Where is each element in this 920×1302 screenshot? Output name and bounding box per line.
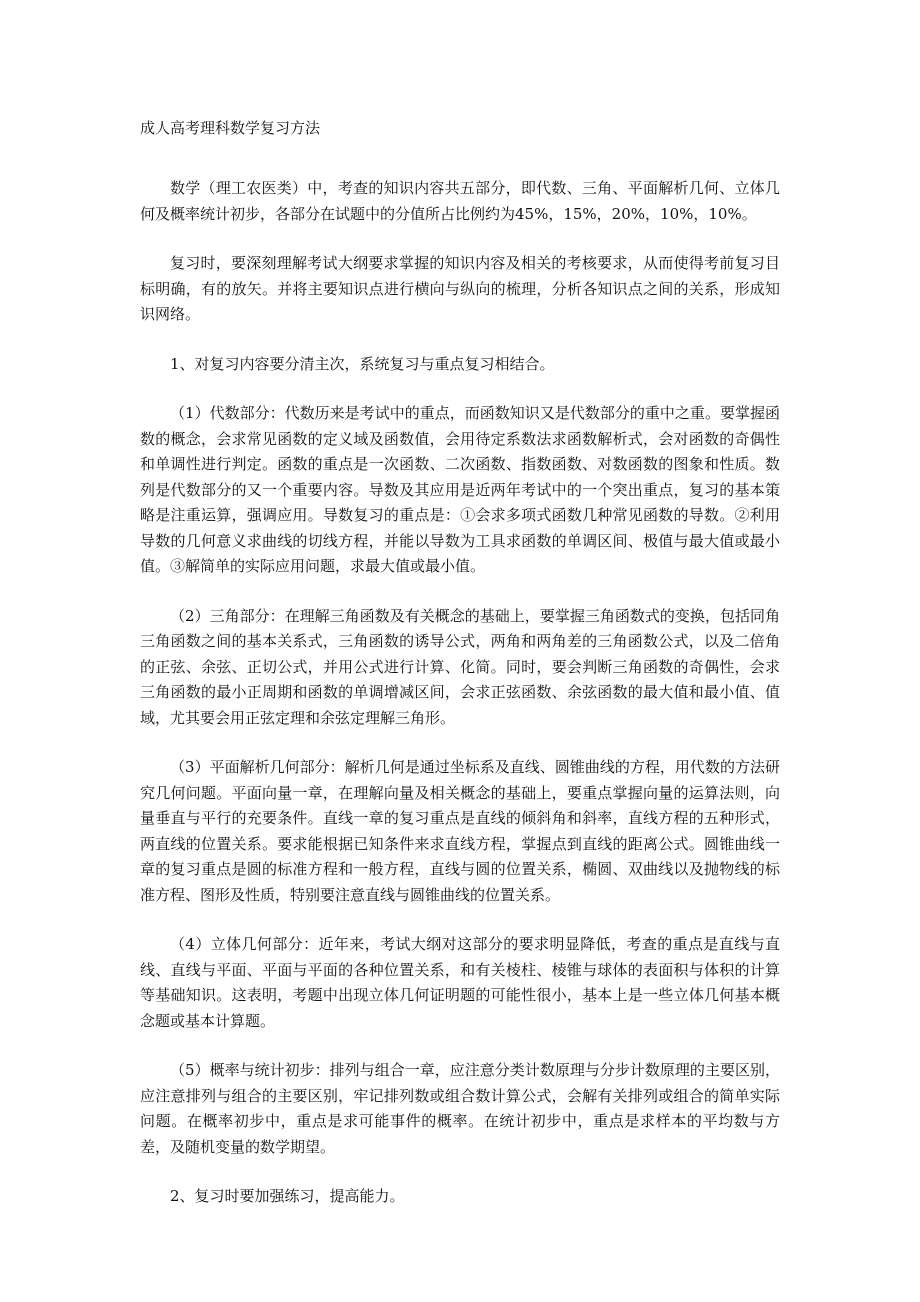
spacer xyxy=(140,140,780,176)
paragraph-intro: 数学（理工农医类）中，考查的知识内容共五部分，即代数、三角、平面解析几何、立体几何及概率统计初步，各部分在试题中的分值所占比例约为45%，15%，20%，10%，10%。 xyxy=(140,179,780,223)
spacer xyxy=(140,227,780,251)
spacer xyxy=(140,328,780,352)
paragraph-review-overview: 复习时，要深刻理解考试大纲要求掌握的知识内容及相关的考核要求，从而使得考前复习目标明确，有的放矢。并将主要知识点进行横向与纵向的梳理，分析各知识点之间的关系，形成知识网络。 xyxy=(140,254,780,323)
paragraph-trigonometry: （2）三角部分：在理解三角函数及有关概念的基础上，要掌握三角函数式的变换，包括同角三角函数之间的基本关系式，三角函数的诱导公式，两角和两角差的三角函数公式，以及二倍角的正弦、余弦、正切公式，并用公式进行计算、化简。同时，要会判断三角函数的奇偶性，会求三角函数的最小正周期和函数的单调增减区间，会求正弦函数、余弦函数的最大值和最小值、值域，尤其要会用正弦定理和余弦定理解三角形。 xyxy=(140,606,780,727)
document-page xyxy=(140,116,780,1210)
section-heading-1: 1、对复习内容要分清主次，系统复习与重点复习相结合。 xyxy=(170,354,555,373)
spacer xyxy=(140,1160,780,1184)
document-title: 成人高考理科数学复习方法 xyxy=(140,119,321,137)
spacer xyxy=(140,731,780,755)
spacer xyxy=(140,1034,780,1058)
spacer xyxy=(140,580,780,604)
paragraph-algebra: （1）代数部分：代数历来是考试中的重点，而函数知识又是代数部分的重中之重。要掌握函数的概念，会求常见函数的定义域及函数值，会用待定系数法求函数解析式，会对函数的奇偶性和单调性进行判定。函数的重点是一次函数、二次函数、指数函数、对数函数的图象和性质。数列是代数部分的又一个重要内容。导数及其应用是近两年考试中的一个突出重点，复习的基本策略是注重运算，强调应用。导数复习的重点是：①会求多项式函数几种常见函数的导数。②利用导数的几何意义求曲线的切线方程，并能以导数为工具求函数的单调区间、极值与最大值或最小值。③解简单的实际应用问题，求最大值或最小值。 xyxy=(140,404,780,575)
section-heading-2: 2、复习时要加强练习，提高能力。 xyxy=(170,1187,405,1205)
paragraph-analytic-geometry: （3）平面解析几何部分：解析几何是通过坐标系及直线、圆锥曲线的方程，用代数的方法研究几何问题。平面向量一章，在理解向量及相关概念的基础上，要重点掌握向量的运算法则，向量垂直与平行的充要条件。直线一章的复习重点是直线的倾斜角和斜率，直线方程的五种形式，两直线的位置关系。要求能根据已知条件来求直线方程，掌握点到直线的距离公式。圆锥曲线一章的复习重点是圆的标准方程和一般方程，直线与圆的位置关系，椭圆、双曲线以及抛物线的标准方程、图形及性质，特别要注意直线与圆锥曲线的位置关系。 xyxy=(140,758,780,904)
paragraph-solid-geometry: （4）立体几何部分：近年来，考试大纲对这部分的要求明显降低，考查的重点是直线与直线、直线与平面、平面与平面的各种位置关系，和有关棱柱、棱锥与球体的表面积与体积的计算等基础知识。这表明，考题中出现立体几何证明题的可能性很小，基本上是一些立体几何基本概念题或基本计算题。 xyxy=(140,935,780,1030)
paragraph-probability-statistics: （5）概率与统计初步：排列与组合一章，应注意分类计数原理与分步计数原理的主要区别，应注意排列与组合的主要区别，牢记排列数或组合数计算公式，会解有关排列或组合的简单实际问题。在概率初步中，重点是求可能事件的概率。在统计初步中，重点是求样本的平均数与方差，及随机变量的数学期望。 xyxy=(140,1061,780,1156)
spacer xyxy=(140,908,780,932)
spacer xyxy=(140,377,780,401)
